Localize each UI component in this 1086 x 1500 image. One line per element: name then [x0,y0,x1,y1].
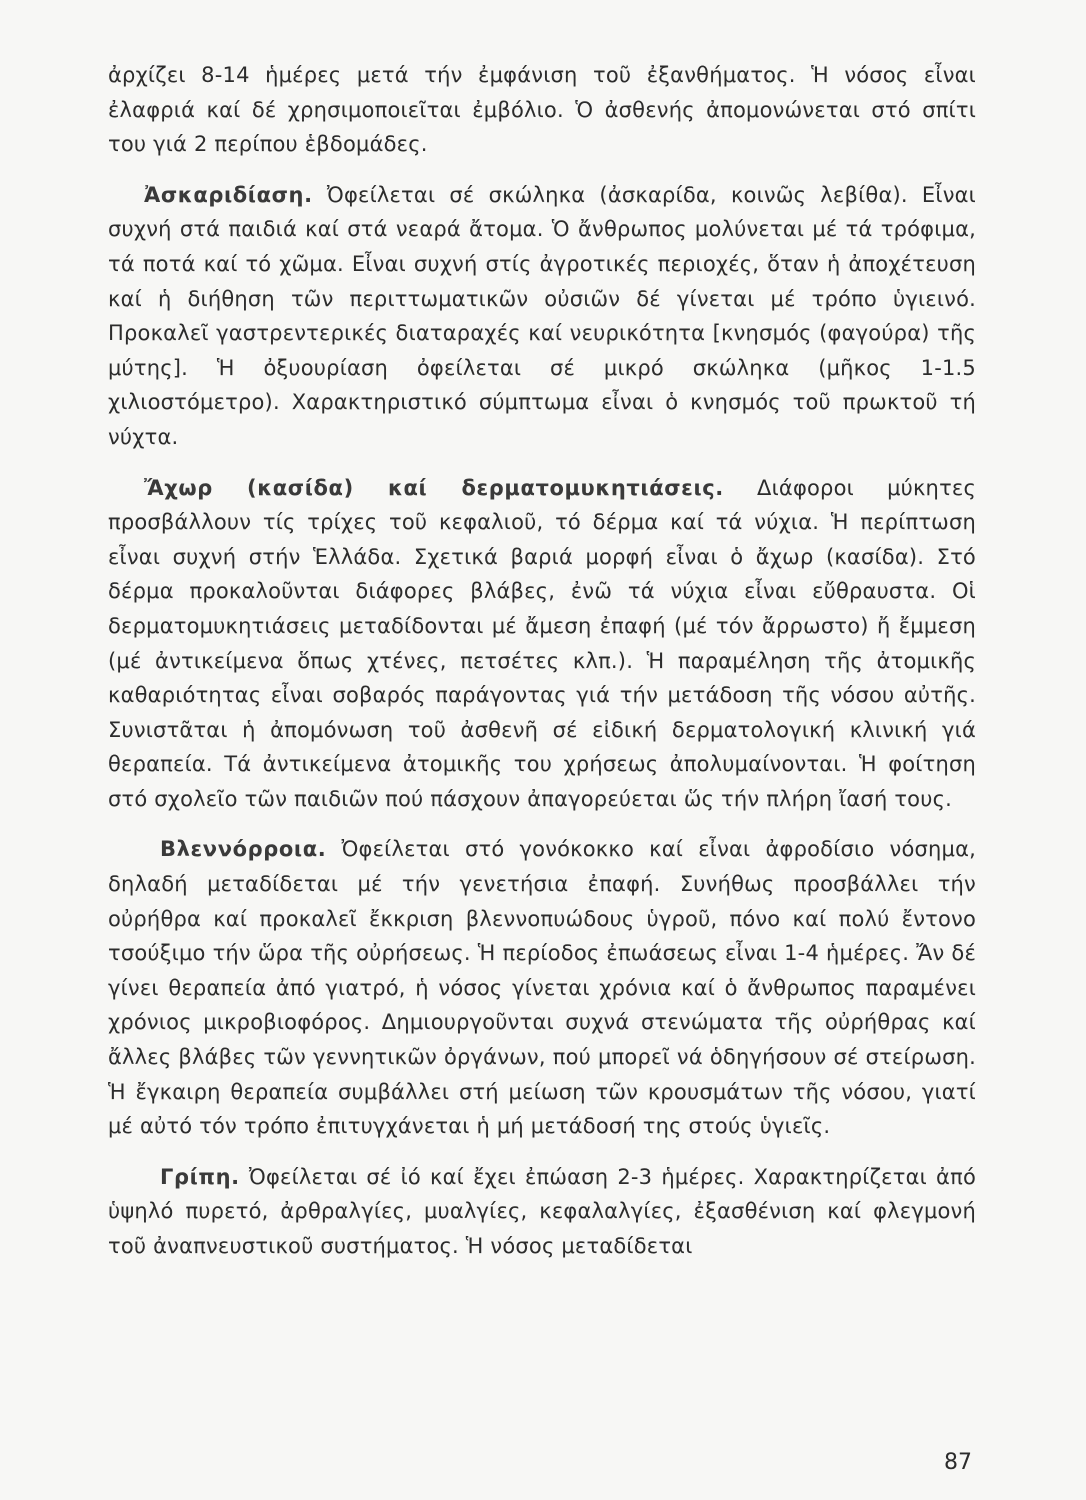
paragraph-continuation [108,58,976,162]
paragraph-text: ἀρχίζει 8-14 ἡμέρες μετά τήν ἐμφάνιση τοῦ ἐξανθήματος. Ἡ νόσος εἶναι ἐλαφριά καί δέ χρησιμοποιεῖται ἐμβόλιο. Ὁ ἀσθενής ἀπομονώνεται στό σπίτι του γιά 2 περίπου ἑβδομάδες. [108,63,976,157]
paragraph-gonorrhea [108,832,976,1143]
paragraph-text: Ὀφείλεται σέ σκώληκα (ἀσκαρίδα, κοινῶς λεβίθα). Εἶναι συχνή στά παιδιά καί στά νεαρά ἄτομα. Ὁ ἄνθρωπος μολύνεται μέ τά τρόφιμα, τά ποτά καί τό χῶμα. Εἶναι συχνή στίς ἀγροτικές περιοχές, ὅταν ἡ ἀποχέτευση καί ἡ διήθηση τῶν περιττωματικῶν οὐσιῶν δέ γίνεται μέ τρόπο ὑγιεινό. Προκαλεῖ γαστρεντερικές διαταραχές καί νευρικότητα [κνησμός (φαγούρα) τῆς μύτης]. Ἡ ὀξυουρίαση ὀφείλεται σέ μικρό σκώληκα (μῆκος 1-1.5 χιλιοστόμετρο). Χαρακτηριστικό σύμπτωμα εἶναι ὁ κνησμός τοῦ πρωκτοῦ τή νύχτα. [108,182,976,449]
paragraph-heading: Βλεννόρροια. [160,837,327,862]
body-text [108,58,976,1264]
paragraph-heading: Γρίπη. [160,1164,240,1189]
paragraph-text: Ὀφείλεται σέ ἰό καί ἔχει ἐπώαση 2-3 ἡμέρες. Χαρακτηρίζεται ἀπό ὑψηλό πυρετό, ἀρθραλγίες, μυαλγίες, κεφαλαλγίες, ἐξασθένιση καί φλεγμονή τοῦ ἀναπνευστικοῦ συστήματος. Ἡ νόσος μεταδίδεται [108,1164,976,1258]
page-number: 87 [944,1450,972,1475]
paragraph-heading: Ἄχωρ (κασίδα) καί δερματομυκητιάσεις. [144,475,724,500]
paragraph-influenza [108,1160,976,1264]
paragraph-text: Ὀφείλεται στό γονόκοκκο καί εἶναι ἀφροδίσιο νόσημα, δηλαδή μεταδίδεται μέ τήν γενετήσια ἐπαφή. Συνήθως προσβάλλει τήν οὐρήθρα καί προκαλεῖ ἔκκριση βλεννοπυώδους ὑγροῦ, πόνο καί πολύ ἔντονο τσούξιμο τήν ὥρα τῆς οὐρήσεως. Ἡ περίοδος ἐπωάσεως εἶναι 1-4 ἡμέρες. Ἄν δέ γίνει θεραπεία ἀπό γιατρό, ἡ νόσος γίνεται χρόνια καί ὁ ἄνθρωπος παραμένει χρόνιος μικροβιοφόρος. Δημιουργοῦνται συχνά στενώματα τῆς οὐρήθρας καί ἄλλες βλάβες τῶν γεννητικῶν ὀργάνων, πού μπορεῖ νά ὁδηγήσουν σέ στείρωση. Ἡ ἔγκαιρη θεραπεία συμβάλλει στή μείωση τῶν κρουσμάτων τῆς νόσου, γιατί μέ αὐτό τόν τρόπο ἐπιτυγχάνεται ἡ μή μετάδοσή της στούς ὑγιεῖς. [108,837,976,1139]
paragraph-heading: Ἀσκαριδίαση. [144,182,313,207]
paragraph-ringworm [108,471,976,817]
paragraph-text: Διάφοροι μύκητες προσβάλλουν τίς τρίχες τοῦ κεφαλιοῦ, τό δέρμα καί τά νύχια. Ἡ περίπτωση εἶναι συχνή στήν Ἑλλάδα. Σχετικά βαριά μορφή εἶναι ὁ ἄχωρ (κασίδα). Στό δέρμα προκαλοῦνται διάφορες βλάβες, ἐνῶ τά νύχια εἶναι εὔθραυστα. Οἱ δερματομυκητιάσεις μεταδίδονται μέ ἄμεση ἐπαφή (μέ τόν ἄρρωστο) ἤ ἔμμεση (μέ ἀντικείμενα ὅπως χτένες, πετσέτες κλπ.). Ἡ παραμέληση τῆς ἀτομικῆς καθαριότητας εἶναι σοβαρός παράγοντας γιά τήν μετάδοση τῆς νόσου αὐτῆς. Συνιστᾶται ἡ ἀπομόνωση τοῦ ἀσθενῆ σέ εἰδική δερματολογική κλινική γιά θεραπεία. Τά ἀντικείμενα ἀτομικῆς του χρήσεως ἀπολυμαίνονται. Ἡ φοίτηση στό σχολεῖο τῶν παιδιῶν πού πάσχουν ἀπαγορεύεται ὥς τήν πλήρη ἴασή τους. [108,475,976,811]
paragraph-ascariasis [108,178,976,455]
